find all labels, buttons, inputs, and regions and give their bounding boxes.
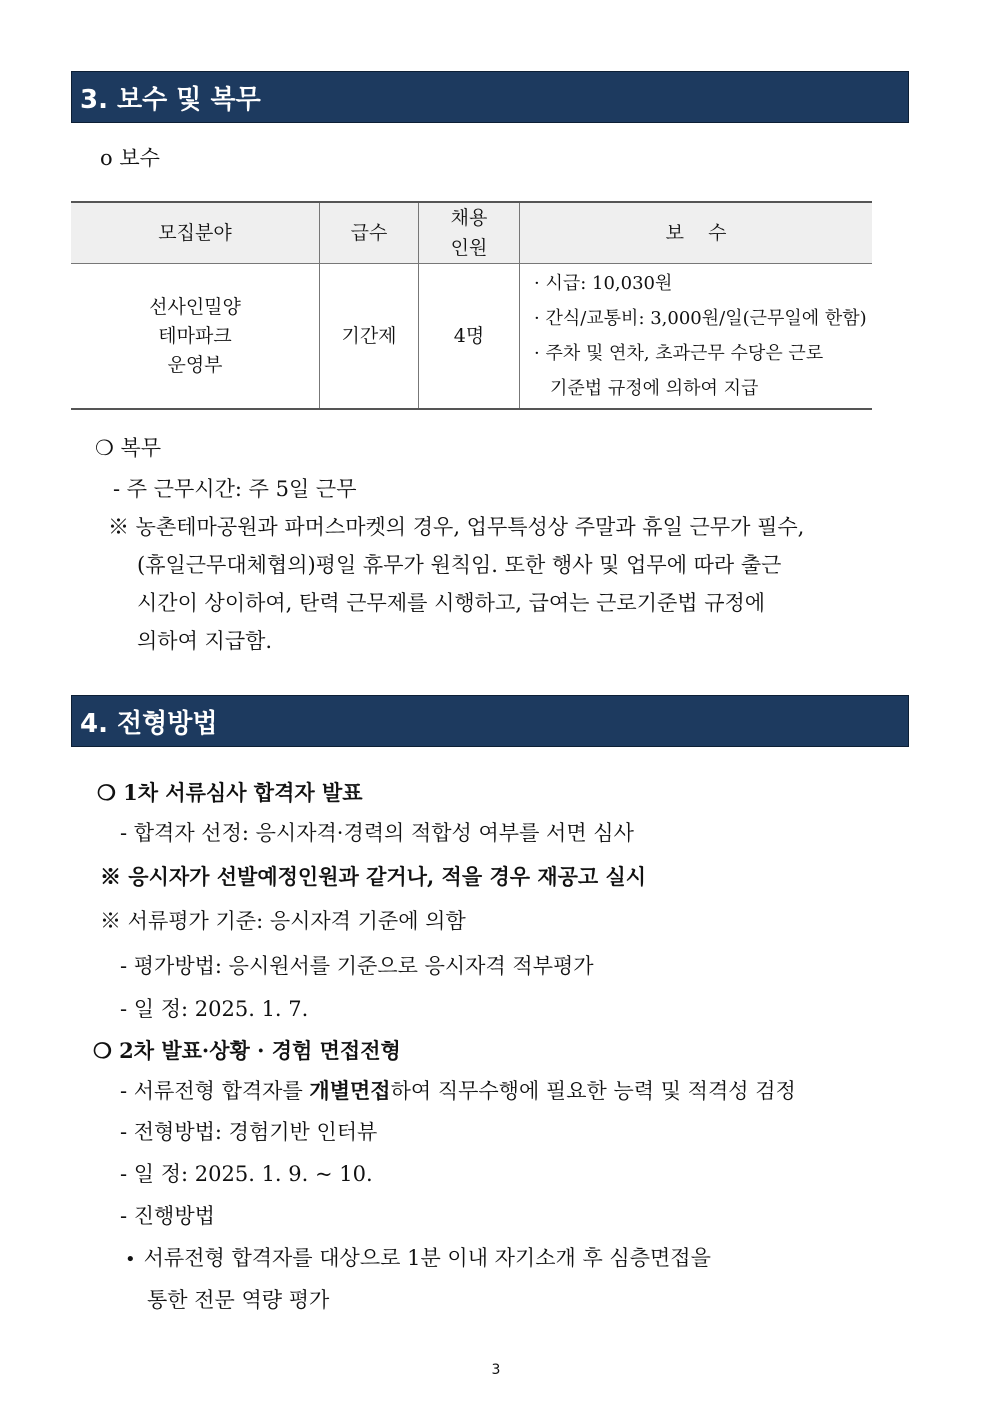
stage2-item <box>120 1075 796 1105</box>
process-text: 서류전형 합격자를 대상으로 1분 이내 자기소개 후 심층면접을 <box>143 1246 711 1270</box>
bullet-dot-icon: • <box>125 1249 136 1270</box>
pay-item: · 시급: 10,030원 <box>534 273 673 294</box>
process-text-continued: 통한 전문 역량 평가 <box>147 1288 330 1312</box>
cell-count: 4명 <box>419 264 520 410</box>
duty-note-line: 의하여 지급함. <box>137 629 273 653</box>
field-line: 선사인밀양 <box>149 295 241 318</box>
header-pay: 보 수 <box>520 202 873 264</box>
process-bullet-line <box>125 1242 711 1272</box>
header-field: 모집분야 <box>71 202 320 264</box>
notice-bold: ※ 응시자가 선발예정인원과 같거나, 적을 경우 재공고 실시 <box>100 864 647 889</box>
pay-heading: o 보수 <box>100 146 160 170</box>
pay-item: · 주차 및 연차, 초과근무 수당은 근로 <box>534 343 824 364</box>
duty-heading: ❍ 복무 <box>95 436 162 460</box>
stage2-emphasis: 개별면접 <box>309 1078 391 1103</box>
duty-note-line: ※ 농촌테마공원과 파머스마켓의 경우, 업무특성상 주말과 휴일 근무가 필수, <box>108 515 805 539</box>
cell-pay <box>520 264 873 410</box>
duty-note-line: 시간이 상이하여, 탄력 근무제를 시행하고, 급여는 근로기준법 규정에 <box>137 591 766 615</box>
field-line: 운영부 <box>167 353 223 376</box>
stage1-date: - 일 정: 2025. 1. 7. <box>120 997 309 1021</box>
pay-table-row <box>71 264 872 410</box>
stage1-heading: ❍ 1차 서류심사 합격자 발표 <box>97 780 363 805</box>
stage1-item: - 평가방법: 응시원서를 기준으로 응시자격 적부평가 <box>120 954 594 978</box>
pay-item: 기준법 규정에 의하여 지급 <box>550 378 759 399</box>
cell-field <box>71 264 320 410</box>
duty-item: - 주 근무시간: 주 5일 근무 <box>113 477 357 501</box>
pay-item: · 간식/교통비: 3,000원/일(근무일에 한함) <box>534 308 867 329</box>
notice-normal: ※ 서류평가 기준: 응시자격 기준에 의함 <box>100 909 466 933</box>
stage2-heading: ❍ 2차 발표·상황 · 경험 면접전형 <box>93 1038 401 1063</box>
stage2-date: - 일 정: 2025. 1. 9. ~ 10. <box>120 1162 373 1186</box>
pay-table <box>71 201 872 410</box>
stage2-prefix: - 서류전형 합격자를 <box>120 1079 310 1103</box>
stage2-item: - 전형방법: 경험기반 인터뷰 <box>120 1120 378 1144</box>
cell-grade: 기간제 <box>320 264 419 410</box>
header-count: 채용 인원 <box>419 202 520 264</box>
pay-table-header-row <box>71 202 872 264</box>
stage1-item: - 합격자 선정: 응시자격·경력의 적합성 여부를 서면 심사 <box>120 821 634 845</box>
duty-note-line: (휴일근무대체협의)평일 휴무가 원칙임. 또한 행사 및 업무에 따라 출근 <box>137 553 782 577</box>
header-grade: 급수 <box>320 202 419 264</box>
section-4-header <box>71 695 909 747</box>
section-3-header <box>71 71 909 123</box>
stage2-item: - 진행방법 <box>120 1204 215 1228</box>
stage2-suffix: 하여 직무수행에 필요한 능력 및 적격성 검정 <box>390 1079 796 1103</box>
section-4-title: 4. 전형방법 <box>80 708 218 739</box>
page-number: 3 <box>491 1362 501 1378</box>
section-3-title: 3. 보수 및 복무 <box>80 84 261 115</box>
field-line: 테마파크 <box>158 324 232 347</box>
